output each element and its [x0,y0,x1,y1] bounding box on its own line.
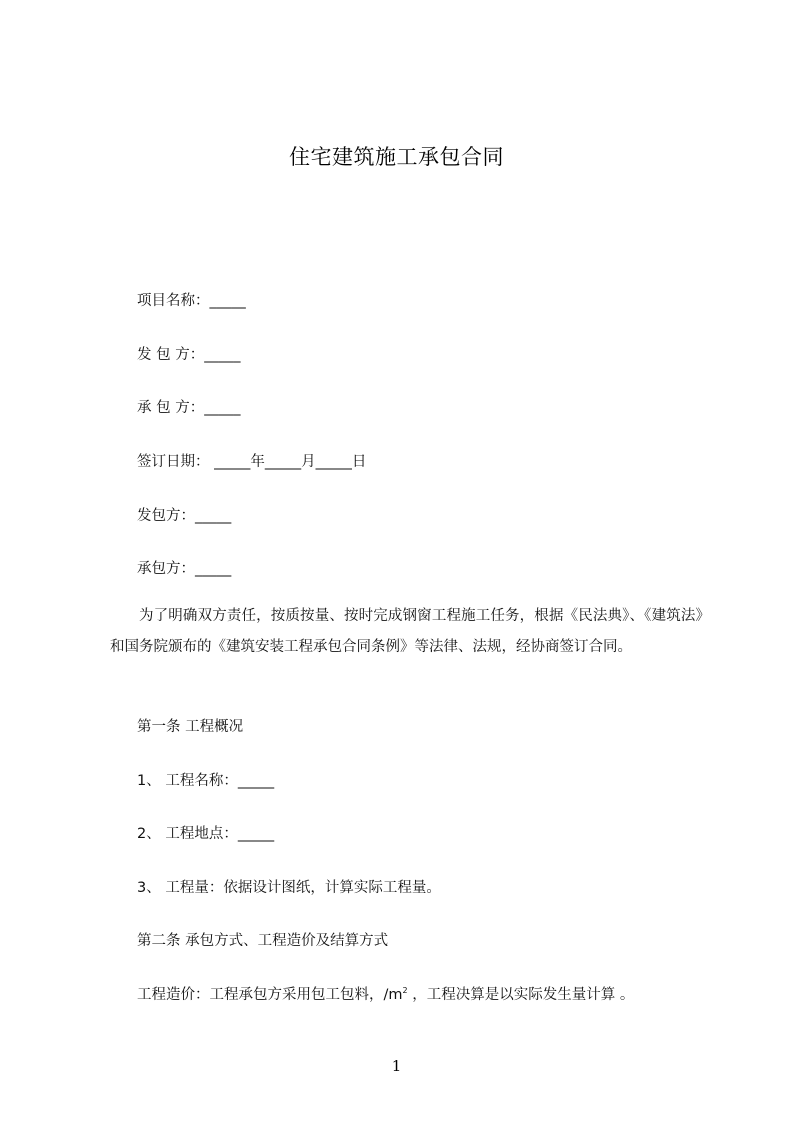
sign-date-field: 签订日期： _____年_____月_____日 [137,454,367,470]
preamble-paragraph: 为了明确双方责任，按质按量、按时完成钢窗工程施工任务，根据《民法典》、《建筑法》和国务院颁布的《建筑安装工程承包合同条例》等法律、法规，经协商签订合同。 [110,608,710,655]
document-title: 住宅建筑施工承包合同 [289,145,504,169]
article-1-item-location: 2、 工程地点：_____ [137,826,275,842]
article-1-item-name: 1、 工程名称：_____ [137,773,275,789]
article-2-heading: 第二条 承包方式、工程造价及结算方式 [137,933,389,949]
page-number: 1 [391,1057,402,1075]
article-1-heading: 第一条 工程概况 [137,719,244,735]
price-text-before: 工程造价：工程承包方采用包工包料，/m [137,987,403,1003]
price-text-after: ，工程决算是以实际发生量计算 。 [407,987,635,1003]
contractor-field-top: 承 包 方：_____ [137,400,241,416]
employer-field: 发包方：_____ [137,508,232,524]
contractor-field: 承包方：_____ [137,561,232,577]
employer-field-top: 发 包 方：_____ [137,347,241,363]
article-2-price-line [137,985,634,1005]
article-1-item-quantity: 3、 工程量：依据设计图纸，计算实际工程量。 [137,880,441,896]
project-name-field: 项目名称：_____ [137,293,246,309]
price-superscript: 2 [402,986,408,996]
